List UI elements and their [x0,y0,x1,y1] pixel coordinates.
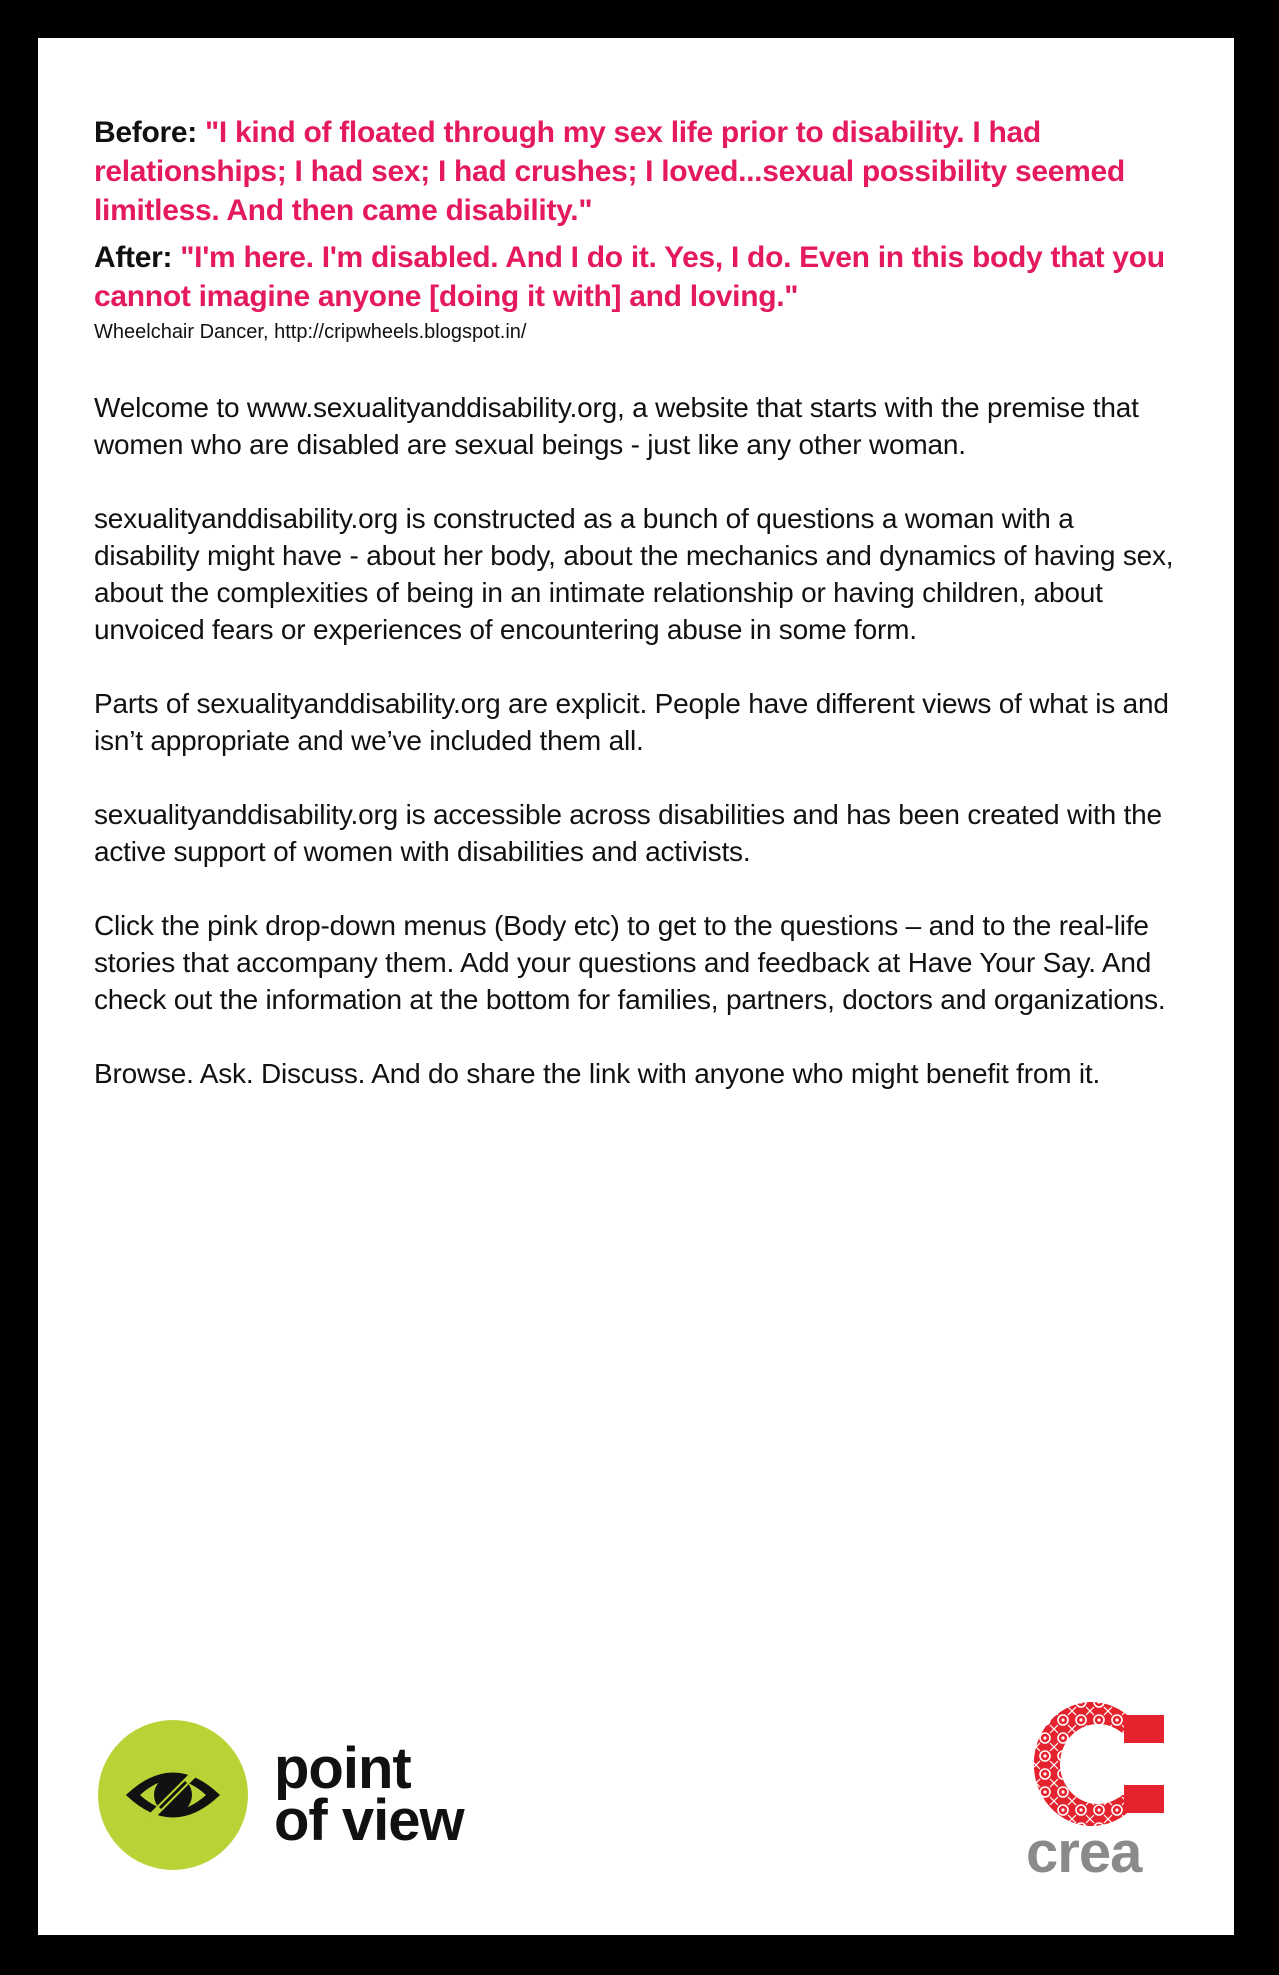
quote-before-text: "I kind of floated through my sex life prior to disability. I had relationships; I had sex; I had crushes; I loved...sexual possibility seemed limitless. And then came disability." [94,116,1125,227]
page-panel [38,38,1234,1935]
quote-before-label: Before: [94,116,197,149]
paragraph-accessible: sexualityanddisability.org is accessible across disabilities and has been created with the active support of women with disabilities and activists. [94,799,1162,867]
paragraph-construction: sexualityanddisability.org is constructed as a bunch of questions a woman with a disability might have - about her body, about the mechanics and dynamics of having sex, about the complexities of being in an intimate relationship or having children, about unvoiced fears or experiences of encountering abuse in some form. [94,503,1174,645]
eye-icon [98,1720,248,1870]
point-of-view-logo [98,1720,498,1870]
crea-c-icon [1018,1693,1168,1833]
paragraph-explicit: Parts of sexualityanddisability.org are explicit. People have different views of what is and isn’t appropriate and we’ve included them all. [94,688,1169,756]
crea-logo [1018,1693,1168,1893]
quote-after-label: After: [94,241,173,274]
pov-line1: point [274,1736,411,1801]
point-of-view-wordmark [274,1736,464,1853]
quote-source: Wheelchair Dancer, http://cripwheels.blogspot.in/ [94,321,527,343]
quote-before [94,113,1184,230]
crea-wordmark: crea [1026,1820,1142,1885]
pov-line2: of view [274,1788,464,1853]
quote-after [94,238,1184,316]
quote-after-text: "I'm here. I'm disabled. And I do it. Yes, I do. Even in this body that you cannot imagine anyone [doing it with] and loving." [94,241,1165,313]
content [94,113,1184,1129]
paragraph-welcome: Welcome to www.sexualityanddisability.org, a website that starts with the premise that women who are disabled are sexual beings - just like any other woman. [94,392,1139,460]
paragraph-instructions: Click the pink drop-down menus (Body etc) to get to the questions – and to the real-life stories that accompany them. Add your questions and feedback at Have Your Say. And check out the information at the bottom for families, partners, doctors and organizations. [94,910,1166,1015]
paragraph-closing: Browse. Ask. Discuss. And do share the link with anyone who might benefit from it. [94,1058,1101,1089]
